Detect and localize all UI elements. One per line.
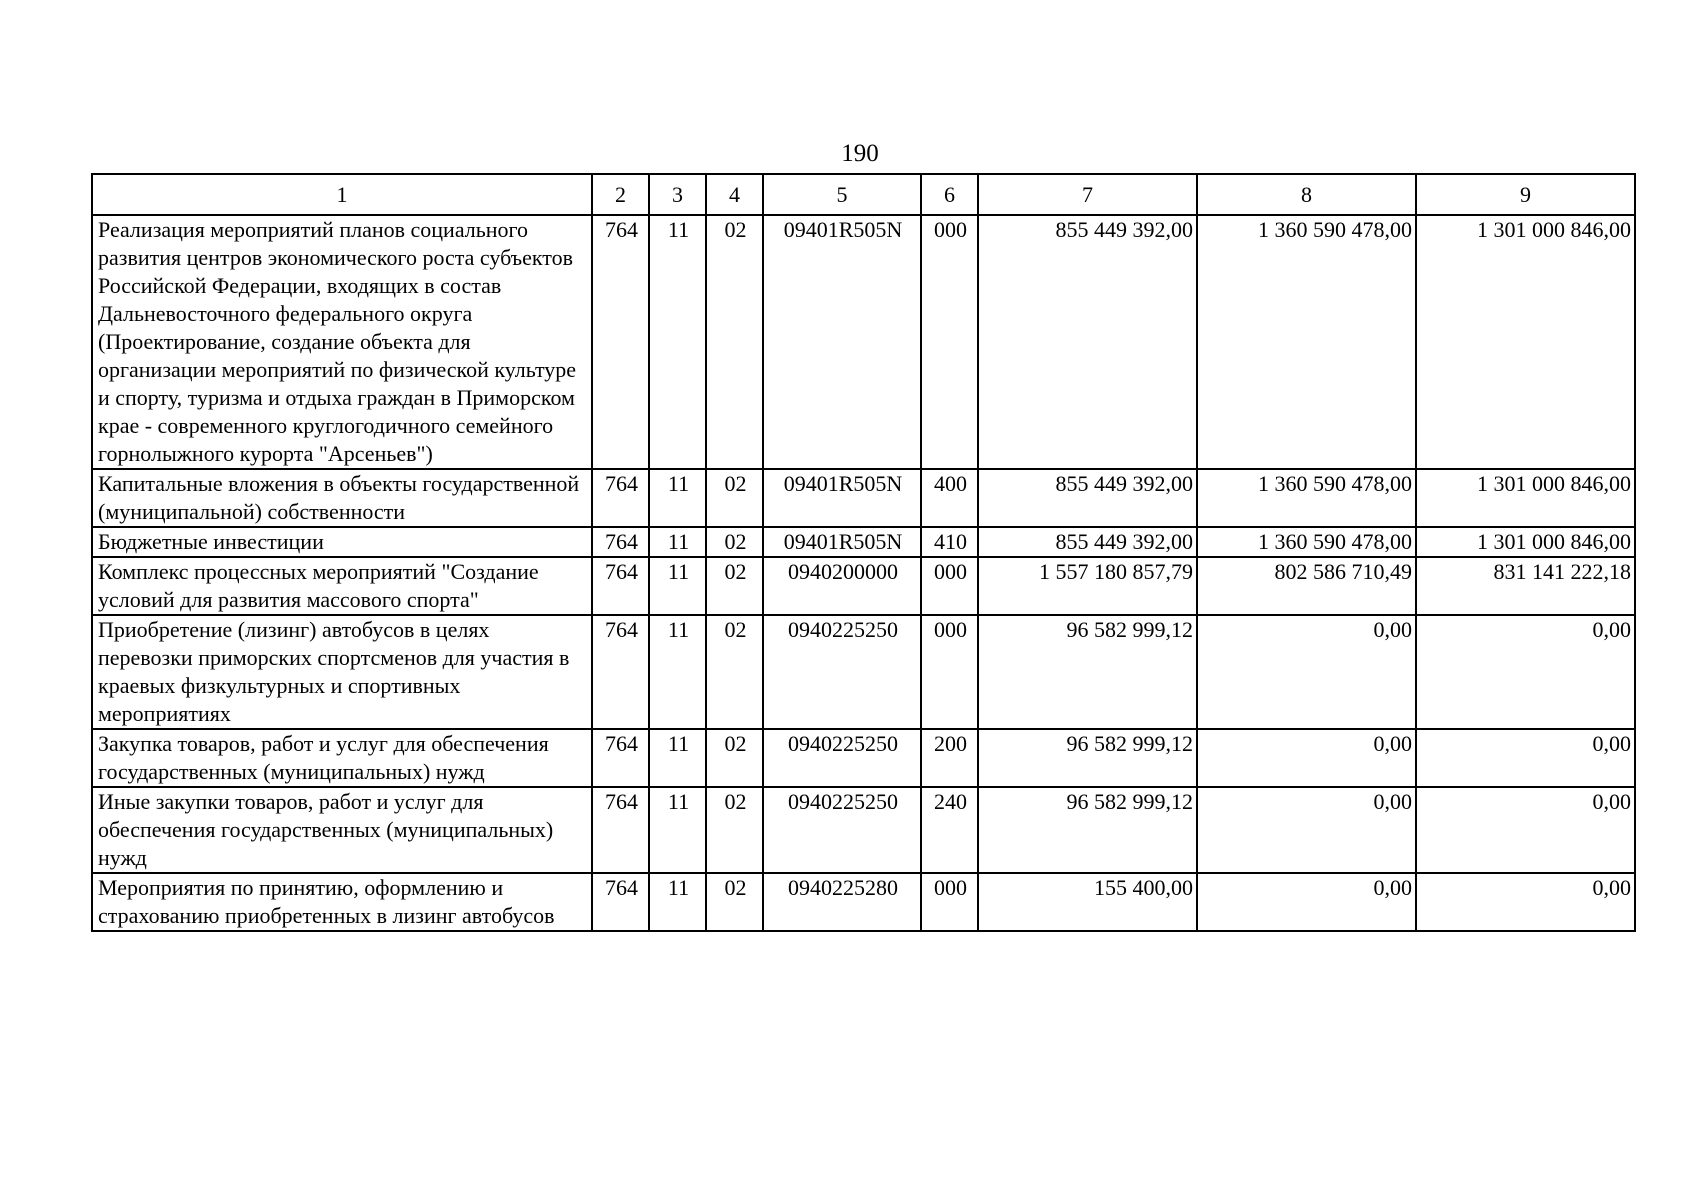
row-code-3: 11 bbox=[649, 215, 706, 469]
column-header: 9 bbox=[1416, 174, 1635, 215]
row-name: Иные закупки товаров, работ и услуг для обеспечения государственных (муниципальных) нужд bbox=[92, 787, 592, 873]
row-code-3: 11 bbox=[649, 729, 706, 787]
row-code-5: 09401R505N bbox=[763, 469, 921, 527]
row-code-2: 764 bbox=[592, 787, 649, 873]
row-code-4: 02 bbox=[706, 469, 763, 527]
row-amount-9: 0,00 bbox=[1416, 729, 1635, 787]
column-header: 3 bbox=[649, 174, 706, 215]
table-row bbox=[92, 469, 1635, 527]
row-amount-8: 802 586 710,49 bbox=[1197, 557, 1416, 615]
row-code-4: 02 bbox=[706, 557, 763, 615]
table-row bbox=[92, 615, 1635, 729]
table-row bbox=[92, 873, 1635, 931]
column-header: 6 bbox=[921, 174, 978, 215]
row-amount-7: 96 582 999,12 bbox=[978, 615, 1197, 729]
row-amount-8: 0,00 bbox=[1197, 873, 1416, 931]
row-code-4: 02 bbox=[706, 873, 763, 931]
row-amount-7: 96 582 999,12 bbox=[978, 729, 1197, 787]
page-number: 190 bbox=[841, 140, 879, 167]
row-amount-8: 0,00 bbox=[1197, 615, 1416, 729]
row-amount-9: 0,00 bbox=[1416, 787, 1635, 873]
row-code-4: 02 bbox=[706, 215, 763, 469]
row-name: Капитальные вложения в объекты государственной (муниципальной) собственности bbox=[92, 469, 592, 527]
row-amount-8: 0,00 bbox=[1197, 729, 1416, 787]
row-amount-7: 96 582 999,12 bbox=[978, 787, 1197, 873]
table-row bbox=[92, 215, 1635, 469]
row-code-4: 02 bbox=[706, 729, 763, 787]
row-name: Бюджетные инвестиции bbox=[92, 527, 592, 557]
row-amount-7: 855 449 392,00 bbox=[978, 527, 1197, 557]
row-code-3: 11 bbox=[649, 557, 706, 615]
row-code-3: 11 bbox=[649, 527, 706, 557]
budget-table bbox=[91, 173, 1636, 932]
row-code-3: 11 bbox=[649, 615, 706, 729]
column-header: 1 bbox=[92, 174, 592, 215]
row-code-6: 410 bbox=[921, 527, 978, 557]
table-row bbox=[92, 787, 1635, 873]
row-amount-9: 1 301 000 846,00 bbox=[1416, 215, 1635, 469]
row-amount-8: 1 360 590 478,00 bbox=[1197, 527, 1416, 557]
row-amount-8: 1 360 590 478,00 bbox=[1197, 215, 1416, 469]
row-code-5: 0940225280 bbox=[763, 873, 921, 931]
row-code-6: 200 bbox=[921, 729, 978, 787]
table-row bbox=[92, 557, 1635, 615]
row-code-5: 09401R505N bbox=[763, 527, 921, 557]
row-amount-7: 155 400,00 bbox=[978, 873, 1197, 931]
column-header: 4 bbox=[706, 174, 763, 215]
row-name: Мероприятия по принятию, оформлению и страхованию приобретенных в лизинг автобусов bbox=[92, 873, 592, 931]
row-amount-8: 1 360 590 478,00 bbox=[1197, 469, 1416, 527]
header-row bbox=[92, 174, 1635, 215]
row-code-6: 000 bbox=[921, 557, 978, 615]
row-amount-9: 1 301 000 846,00 bbox=[1416, 527, 1635, 557]
row-amount-7: 855 449 392,00 bbox=[978, 469, 1197, 527]
row-code-4: 02 bbox=[706, 527, 763, 557]
row-name: Приобретение (лизинг) автобусов в целях перевозки приморских спортсменов для участия в краевых физкультурных и спортивных мероприятиях bbox=[92, 615, 592, 729]
column-header: 7 bbox=[978, 174, 1197, 215]
row-code-2: 764 bbox=[592, 469, 649, 527]
table-row bbox=[92, 729, 1635, 787]
row-amount-9: 0,00 bbox=[1416, 873, 1635, 931]
row-code-5: 0940225250 bbox=[763, 615, 921, 729]
row-amount-9: 831 141 222,18 bbox=[1416, 557, 1635, 615]
row-amount-9: 0,00 bbox=[1416, 615, 1635, 729]
row-name: Реализация мероприятий планов социального развития центров экономического роста субъектов Российской Федерации, входящих в состав Дальневосточного федерального округа (Проектирование, создание объекта для организации мероприятий по физической культуре и спорту, туризма и отдыха граждан в Приморском крае - современного круглогодичного семейного горнолыжного курорта "Арсеньев") bbox=[92, 215, 592, 469]
row-name: Закупка товаров, работ и услуг для обеспечения государственных (муниципальных) нужд bbox=[92, 729, 592, 787]
row-code-4: 02 bbox=[706, 615, 763, 729]
row-code-3: 11 bbox=[649, 873, 706, 931]
row-code-5: 0940225250 bbox=[763, 787, 921, 873]
column-header: 2 bbox=[592, 174, 649, 215]
row-amount-9: 1 301 000 846,00 bbox=[1416, 469, 1635, 527]
row-code-5: 0940200000 bbox=[763, 557, 921, 615]
row-code-2: 764 bbox=[592, 873, 649, 931]
row-code-3: 11 bbox=[649, 787, 706, 873]
row-code-2: 764 bbox=[592, 527, 649, 557]
row-code-5: 09401R505N bbox=[763, 215, 921, 469]
row-code-4: 02 bbox=[706, 787, 763, 873]
row-code-6: 000 bbox=[921, 873, 978, 931]
row-amount-8: 0,00 bbox=[1197, 787, 1416, 873]
row-code-2: 764 bbox=[592, 729, 649, 787]
row-code-3: 11 bbox=[649, 469, 706, 527]
row-code-6: 240 bbox=[921, 787, 978, 873]
column-header: 5 bbox=[763, 174, 921, 215]
row-amount-7: 1 557 180 857,79 bbox=[978, 557, 1197, 615]
row-name: Комплекс процессных мероприятий "Создание условий для развития массового спорта" bbox=[92, 557, 592, 615]
column-header: 8 bbox=[1197, 174, 1416, 215]
row-code-6: 000 bbox=[921, 215, 978, 469]
table-row bbox=[92, 527, 1635, 557]
row-code-2: 764 bbox=[592, 615, 649, 729]
row-code-5: 0940225250 bbox=[763, 729, 921, 787]
row-code-2: 764 bbox=[592, 557, 649, 615]
row-amount-7: 855 449 392,00 bbox=[978, 215, 1197, 469]
row-code-6: 000 bbox=[921, 615, 978, 729]
row-code-2: 764 bbox=[592, 215, 649, 469]
row-code-6: 400 bbox=[921, 469, 978, 527]
